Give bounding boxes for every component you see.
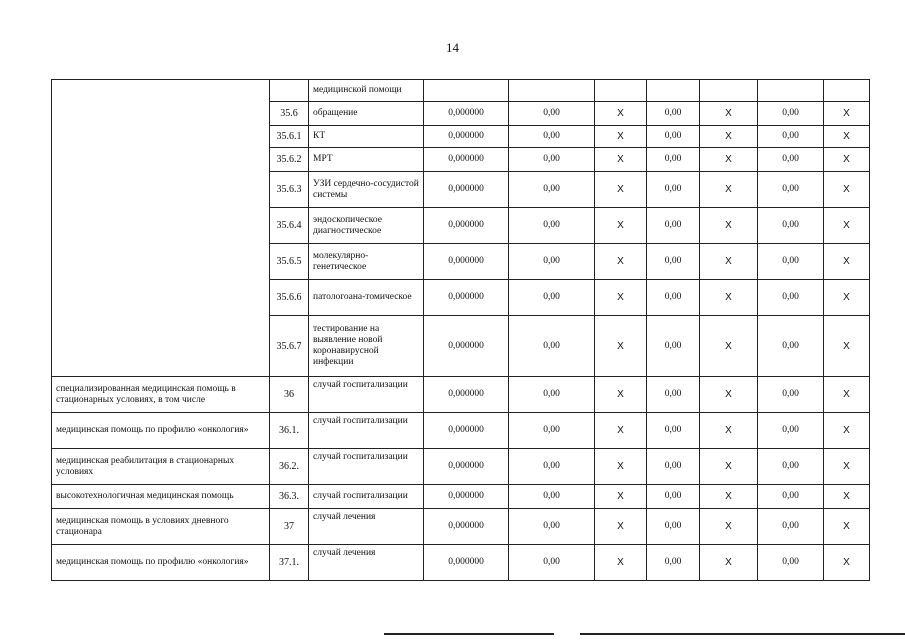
x-mark-cell: X [595,148,647,172]
value-cell: 0,00 [509,280,595,316]
value-cell: 0,00 [509,377,595,413]
x-mark-cell: X [824,172,870,208]
x-mark-cell: X [700,102,758,126]
row-number-cell: 35.6.5 [270,244,309,280]
signature-line-2 [580,633,905,635]
value-cell: 0,000000 [424,449,509,485]
value-cell: 0,000000 [424,545,509,581]
row-number-cell: 35.6.1 [270,126,309,148]
unit-cell: случай госпитализации [309,449,424,485]
table-row [52,413,870,449]
value-cell: 0,00 [758,316,824,377]
unit-cell: молекулярно-генетическое [309,244,424,280]
unit-cell: эндоскопическое диагностическое [309,208,424,244]
x-mark-cell: X [700,316,758,377]
unit-cell: КТ [309,126,424,148]
row-number-cell: 36.1. [270,413,309,449]
x-mark-cell: X [700,509,758,545]
value-cell: 0,00 [647,102,700,126]
value-cell: 0,000000 [424,509,509,545]
unit-cell: случай госпитализации [309,377,424,413]
value-cell: 0,00 [509,148,595,172]
x-mark-cell: X [595,244,647,280]
value-cell: 0,000000 [424,316,509,377]
unit-cell: случай лечения [309,509,424,545]
value-cell: 0,00 [758,244,824,280]
value-cell: 0,00 [758,545,824,581]
value-cell: 0,00 [758,485,824,509]
value-cell: 0,000000 [424,208,509,244]
unit-cell: патологоана-томическое [309,280,424,316]
x-mark-cell: X [595,208,647,244]
x-mark-cell: X [595,377,647,413]
x-mark-cell: X [824,545,870,581]
x-mark-cell: X [824,102,870,126]
value-cell: 0,00 [758,413,824,449]
row-number-cell: 36.2. [270,449,309,485]
value-cell: 0,00 [509,413,595,449]
table-row [52,545,870,581]
value-cell: 0,000000 [424,485,509,509]
row-number-cell: 35.6.4 [270,208,309,244]
value-cell: 0,00 [758,377,824,413]
row-name-cell [52,80,270,377]
x-mark-cell: X [595,509,647,545]
value-cell: 0,00 [758,208,824,244]
unit-cell: УЗИ сердечно-сосудистой системы [309,172,424,208]
x-mark-cell [700,80,758,102]
row-number-cell: 35.6.2 [270,148,309,172]
x-mark-cell: X [595,449,647,485]
x-mark-cell: X [700,172,758,208]
x-mark-cell: X [700,148,758,172]
value-cell: 0,00 [647,485,700,509]
value-cell: 0,000000 [424,413,509,449]
value-cell: 0,00 [758,280,824,316]
value-cell: 0,00 [509,102,595,126]
x-mark-cell: X [700,377,758,413]
value-cell: 0,00 [647,244,700,280]
value-cell: 0,00 [509,485,595,509]
value-cell: 0,00 [509,126,595,148]
row-name-cell: специализированная медицинская помощь в стационарных условиях, в том числе [52,377,270,413]
x-mark-cell: X [700,545,758,581]
x-mark-cell: X [824,509,870,545]
value-cell: 0,00 [509,208,595,244]
value-cell: 0,000000 [424,126,509,148]
row-name-cell: медицинская реабилитация в стационарных условиях [52,449,270,485]
unit-cell: тестирование на выявление новой коронавирусной инфекции [309,316,424,377]
value-cell: 0,00 [509,244,595,280]
x-mark-cell: X [824,126,870,148]
x-mark-cell: X [824,148,870,172]
row-name-cell: высокотехнологичная медицинская помощь [52,485,270,509]
x-mark-cell: X [595,172,647,208]
x-mark-cell: X [700,126,758,148]
x-mark-cell: X [824,280,870,316]
value-cell: 0,00 [647,449,700,485]
value-cell [647,80,700,102]
row-name-cell: медицинская помощь по профилю «онкология» [52,545,270,581]
value-cell: 0,000000 [424,148,509,172]
row-number-cell: 35.6.7 [270,316,309,377]
value-cell: 0,00 [647,126,700,148]
x-mark-cell: X [595,280,647,316]
table-row [52,509,870,545]
value-cell [509,80,595,102]
value-cell: 0,00 [758,509,824,545]
value-cell: 0,000000 [424,102,509,126]
value-cell: 0,00 [509,316,595,377]
table-row [52,80,870,102]
x-mark-cell: X [824,485,870,509]
x-mark-cell: X [824,449,870,485]
unit-cell: случай госпитализации [309,413,424,449]
value-cell: 0,000000 [424,244,509,280]
x-mark-cell: X [824,244,870,280]
value-cell: 0,00 [758,148,824,172]
value-cell [424,80,509,102]
row-number-cell: 35.6.6 [270,280,309,316]
value-cell: 0,00 [647,208,700,244]
x-mark-cell: X [595,316,647,377]
unit-cell: МРТ [309,148,424,172]
row-number-cell: 35.6.3 [270,172,309,208]
x-mark-cell: X [824,208,870,244]
x-mark-cell: X [700,413,758,449]
row-number-cell [270,80,309,102]
row-name-cell: медицинская помощь по профилю «онкология» [52,413,270,449]
value-cell: 0,00 [647,316,700,377]
row-number-cell: 36.3. [270,485,309,509]
x-mark-cell: X [595,485,647,509]
value-cell: 0,00 [647,509,700,545]
value-cell: 0,00 [758,102,824,126]
value-cell: 0,00 [509,449,595,485]
value-cell: 0,00 [647,148,700,172]
value-cell: 0,00 [509,172,595,208]
unit-cell: случай госпитализации [309,485,424,509]
x-mark-cell: X [700,208,758,244]
row-number-cell: 37 [270,509,309,545]
value-cell: 0,000000 [424,377,509,413]
data-table [51,79,870,581]
x-mark-cell: X [824,413,870,449]
value-cell: 0,00 [509,545,595,581]
value-cell [758,80,824,102]
value-cell: 0,000000 [424,172,509,208]
x-mark-cell: X [595,413,647,449]
unit-cell: случай лечения [309,545,424,581]
row-number-cell: 37.1. [270,545,309,581]
x-mark-cell [595,80,647,102]
value-cell: 0,00 [647,413,700,449]
value-cell: 0,00 [509,509,595,545]
x-mark-cell: X [824,316,870,377]
table-row [52,377,870,413]
value-cell: 0,00 [647,545,700,581]
x-mark-cell: X [824,377,870,413]
value-cell: 0,00 [647,280,700,316]
value-cell: 0,00 [647,172,700,208]
x-mark-cell [824,80,870,102]
value-cell: 0,00 [647,377,700,413]
table-row [52,449,870,485]
x-mark-cell: X [595,126,647,148]
value-cell: 0,000000 [424,280,509,316]
x-mark-cell: X [700,244,758,280]
x-mark-cell: X [700,280,758,316]
x-mark-cell: X [700,485,758,509]
value-cell: 0,00 [758,449,824,485]
x-mark-cell: X [595,545,647,581]
value-cell: 0,00 [758,126,824,148]
table-row [52,485,870,509]
row-name-cell: медицинская помощь в условиях дневного стационара [52,509,270,545]
row-number-cell: 35.6 [270,102,309,126]
row-number-cell: 36 [270,377,309,413]
signature-line-1 [384,633,554,635]
x-mark-cell: X [700,449,758,485]
unit-cell: медицинской помощи [309,80,424,102]
x-mark-cell: X [595,102,647,126]
unit-cell: обращение [309,102,424,126]
value-cell: 0,00 [758,172,824,208]
page-number: 14 [446,40,459,55]
